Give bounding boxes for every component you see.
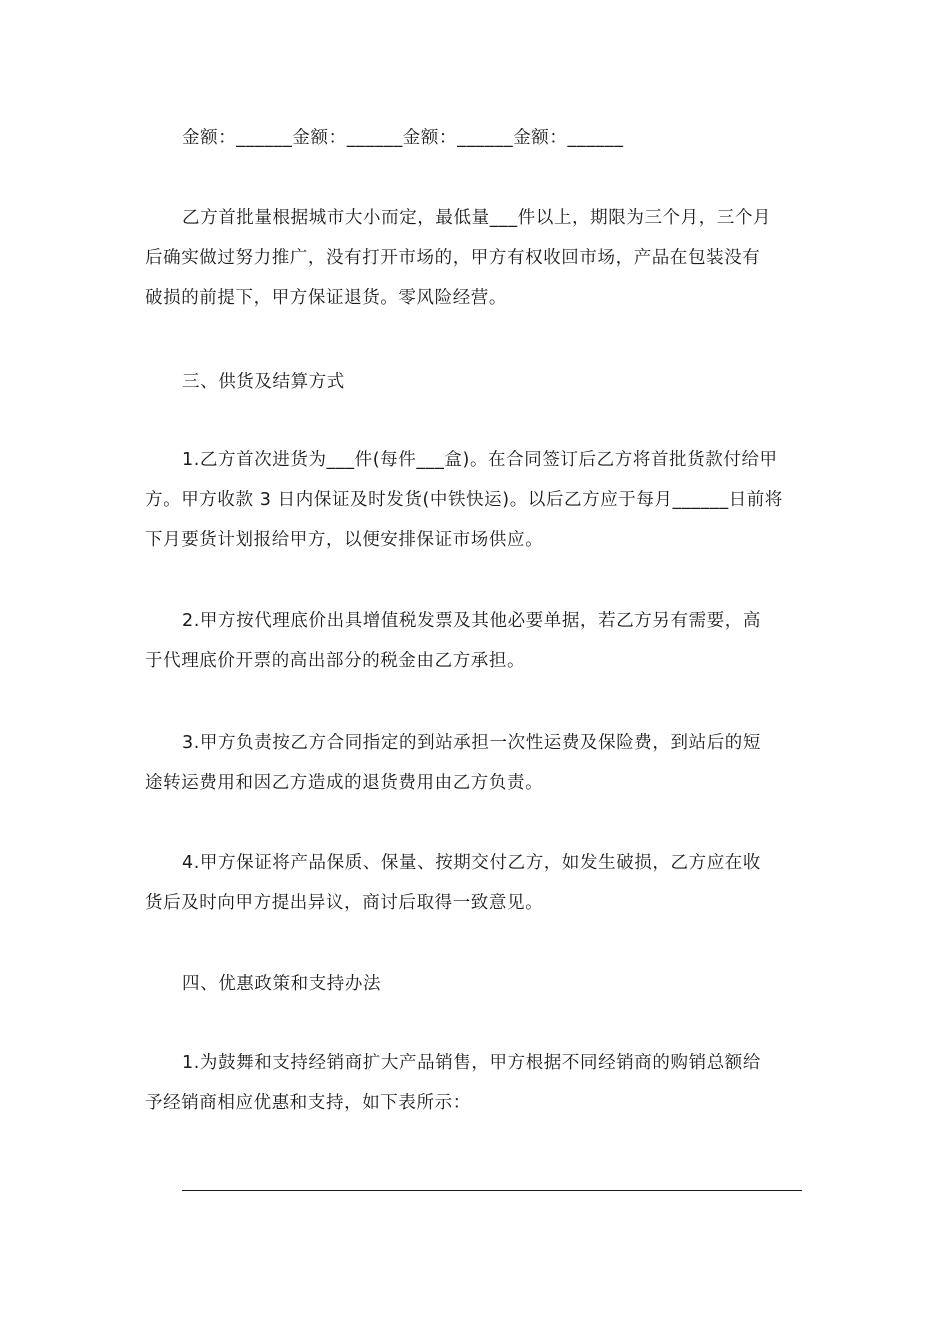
text-line: 2.甲方按代理底价出具增值税发票及其他必要单据，若乙方另有需要，高 [182,611,761,631]
text-line: 予经销商相应优惠和支持，如下表所示： [145,1093,471,1113]
clause-3-1 [145,440,805,560]
clause-3-2 [145,601,805,681]
clause-3-4 [145,843,805,923]
text-line: 破损的前提下，甲方保证退货。零风险经营。 [145,288,507,308]
text-line: 方。甲方收款 3 日内保证及时发货(中铁快运)。以后乙方应于每月______日前将 [145,490,784,510]
text-line: 乙方首批量根据城市大小而定，最低量___件以上，期限为三个月，三个月 [182,208,772,228]
clause-4-1 [145,1043,805,1123]
text-line: 后确实做过努力推广，没有打开市场的，甲方有权收回市场，产品在包装没有 [145,248,761,268]
text-line: 货后及时向甲方提出异议，商讨后取得一致意见。 [145,893,544,913]
heading-text: 四、优惠政策和支持办法 [182,974,382,994]
text-line: 1.为鼓舞和支持经销商扩大产品销售，甲方根据不同经销商的购销总额给 [182,1053,761,1073]
table-top-rule [182,1190,802,1191]
section-three-heading [145,362,805,402]
text-line: 4.甲方保证将产品保质、保量、按期交付乙方，如发生破损，乙方应在收 [182,853,761,873]
text-line: 于代理底价开票的高出部分的税金由乙方承担。 [145,651,526,671]
amounts-text: 金额：______金额：______金额：______金额：______ [182,128,624,148]
text-line: 下月要货计划报给甲方，以便安排保证市场供应。 [145,530,544,550]
heading-text: 三、供货及结算方式 [182,372,345,392]
amounts-line [145,118,805,158]
text-line: 途转运费用和因乙方造成的退货费用由乙方负责。 [145,773,544,793]
clause-3-3 [145,723,805,803]
paragraph-first-batch [145,198,805,318]
text-line: 1.乙方首次进货为___件(每件___盒)。在合同签订后乙方将首批货款付给甲 [182,450,778,470]
text-line: 3.甲方负责按乙方合同指定的到站承担一次性运费及保险费，到站后的短 [182,733,761,753]
section-four-heading [145,964,805,1004]
